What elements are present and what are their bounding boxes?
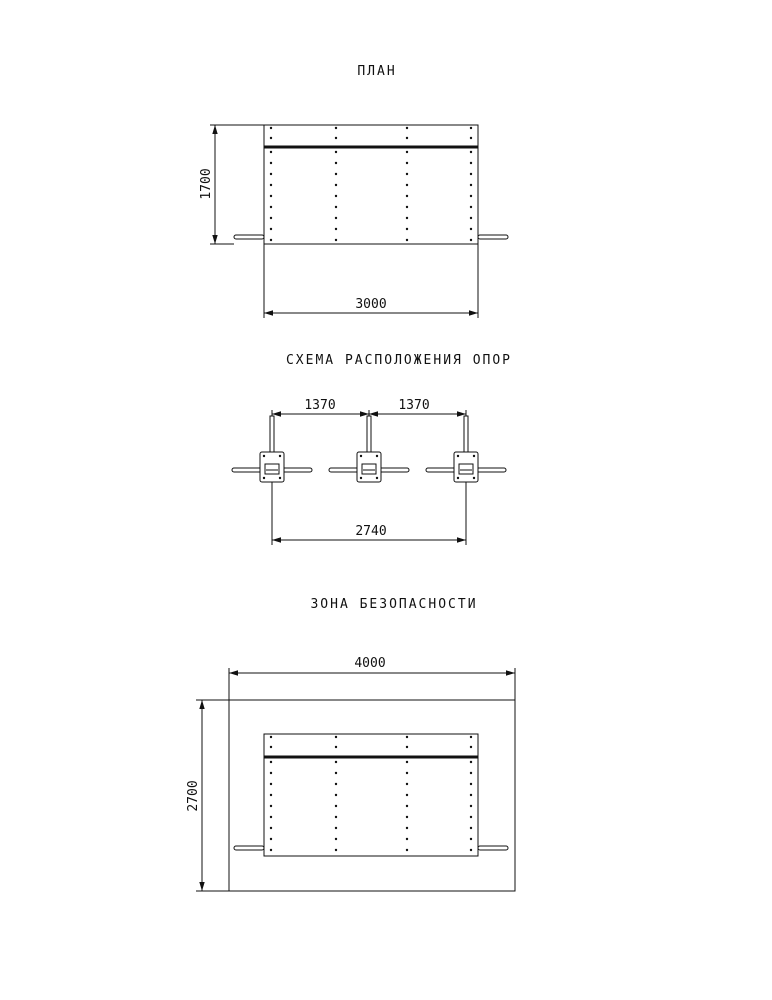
bolt-dot [406,173,408,175]
support-left [232,416,312,482]
support-middle [329,416,409,482]
bolt-dot [335,816,337,818]
supports-spacing-right-label: 1370 [398,398,430,413]
plan-title: ПЛАН [357,64,397,79]
bolt-dot [270,838,272,840]
bolt-dot [406,228,408,230]
bolt-dot [335,137,337,139]
plan-right-rod [478,235,508,239]
bolt-dot [406,761,408,763]
bolt-dot [335,772,337,774]
bolt-dot [406,195,408,197]
plan-bolt-columns [270,127,472,241]
bolt-dot [335,195,337,197]
plan-height-label: 1700 [199,168,214,200]
bolt-dot [406,827,408,829]
bolt-dot [470,239,472,241]
bolt-dot [270,736,272,738]
bolt-dot [270,228,272,230]
bolt-dot [470,827,472,829]
bolt-dot [470,137,472,139]
bolt-dot [335,746,337,748]
bolt-dot [270,783,272,785]
bolt-dot [470,736,472,738]
bolt-dot [470,173,472,175]
bolt-dot [470,217,472,219]
bolt-dot [270,816,272,818]
bolt-dot [270,206,272,208]
bolt-dot [406,239,408,241]
bolt-dot [406,746,408,748]
bolt-dot [406,838,408,840]
bolt-dot [470,151,472,153]
bolt-dot [270,151,272,153]
bolt-dot [335,228,337,230]
bolt-dot [270,162,272,164]
bolt-dot [270,849,272,851]
supports-spacing-left-label: 1370 [304,398,336,413]
supports-view [232,398,506,545]
bolt-dot [335,783,337,785]
plan-table-top [264,125,478,244]
bolt-dot [470,761,472,763]
bolt-dot [270,794,272,796]
supports-total-label: 2740 [355,524,387,539]
bolt-dot [335,173,337,175]
bolt-dot [335,794,337,796]
bolt-dot [470,794,472,796]
supports-title: СХЕМА РАСПОЛОЖЕНИЯ ОПОР [285,353,513,368]
bolt-dot [470,184,472,186]
safety-zone-view [186,656,515,891]
plan-width-label: 3000 [355,297,387,312]
bolt-dot [335,827,337,829]
bolt-dot [406,794,408,796]
bolt-dot [406,849,408,851]
support-right [426,416,506,482]
bolt-dot [406,137,408,139]
bolt-dot [406,772,408,774]
bolt-dot [406,162,408,164]
bolt-dot [270,827,272,829]
bolt-dot [335,206,337,208]
bolt-dot [406,206,408,208]
bolt-dot [406,184,408,186]
bolt-dot [470,195,472,197]
bolt-dot [270,217,272,219]
bolt-dot [470,816,472,818]
bolt-dot [270,746,272,748]
bolt-dot [406,816,408,818]
bolt-dot [335,151,337,153]
bolt-dot [270,195,272,197]
plan-left-rod [234,235,264,239]
bolt-dot [470,783,472,785]
bolt-dot [470,228,472,230]
bolt-dot [335,184,337,186]
bolt-dot [470,206,472,208]
bolt-dot [270,173,272,175]
bolt-dot [335,761,337,763]
bolt-dot [335,736,337,738]
bolt-dot [406,217,408,219]
plan-view [199,125,508,318]
bolt-dot [406,151,408,153]
safety-zone-height-label: 2700 [186,780,201,812]
bolt-dot [335,838,337,840]
bolt-dot [406,127,408,129]
bolt-dot [270,761,272,763]
bolt-dot [335,239,337,241]
bolt-dot [270,805,272,807]
bolt-dot [470,162,472,164]
bolt-dot [406,736,408,738]
bolt-dot [470,746,472,748]
bolt-dot [406,805,408,807]
bolt-dot [270,184,272,186]
bolt-dot [470,127,472,129]
bolt-dot [270,239,272,241]
safety-zone-width-label: 4000 [354,656,386,671]
bolt-dot [270,137,272,139]
bolt-dot [270,127,272,129]
safety-zone-right-rod [478,846,508,850]
bolt-dot [470,849,472,851]
safety-zone-title: ЗОНА БЕЗОПАСНОСТИ [310,597,478,612]
safety-zone-bolt-columns [270,736,472,851]
bolt-dot [470,838,472,840]
bolt-dot [406,783,408,785]
bolt-dot [470,805,472,807]
bolt-dot [335,217,337,219]
bolt-dot [270,772,272,774]
bolt-dot [335,127,337,129]
bolt-dot [335,849,337,851]
safety-zone-left-rod [234,846,264,850]
bolt-dot [470,772,472,774]
safety-zone-table-top [264,734,478,856]
bolt-dot [335,162,337,164]
bolt-dot [335,805,337,807]
